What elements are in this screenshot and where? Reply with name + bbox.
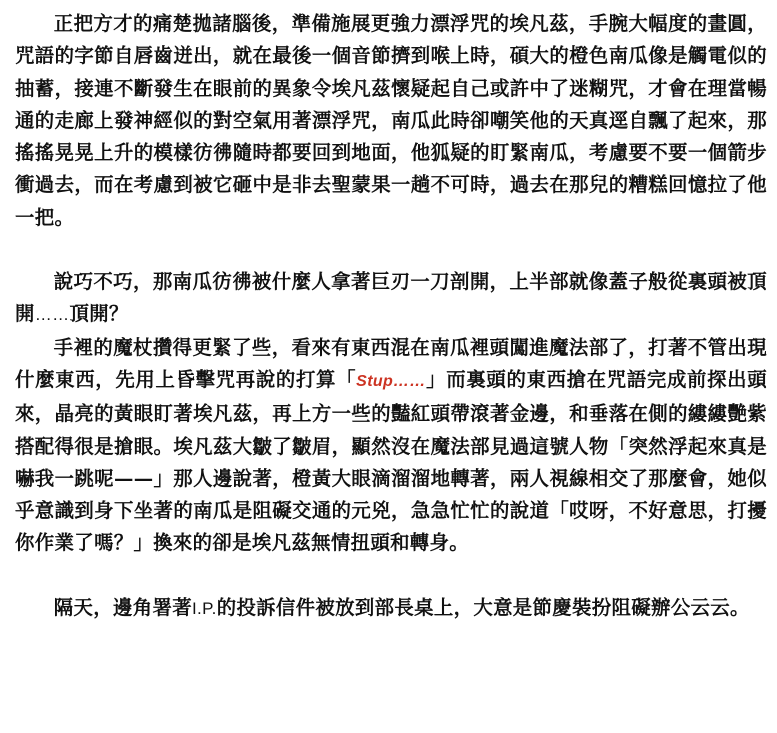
quote-close: 」 bbox=[425, 367, 447, 391]
paragraph-2 bbox=[15, 266, 767, 332]
document-body bbox=[15, 8, 767, 625]
paragraph-3-lead: 手裡的魔杖攢得更緊了些，看來有東西混在南瓜裡頭闖進魔法部了，打著不管出現什麼東西，先用上昏擊咒再說的打算 bbox=[15, 335, 767, 391]
ellipsis: …… bbox=[34, 305, 70, 325]
paragraph-4-rest: 的投訴信件被放到部長桌上，大意是節慶裝扮阻礙辦公云云。 bbox=[216, 595, 750, 619]
paragraph-3-rest: 而裏頭的東西搶在咒語完成前探出頭來，晶亮的黃眼盯著埃凡茲，再上方一些的豔紅頭帶滾著金邊，和垂落在側的縷縷艷紫搭配得很是搶眼。埃凡茲大皺了皺眉，顯然沒在魔法部見過這號人物「突然浮起來真是嚇我一跳呢——」那人邊說著，橙黃大眼滴溜溜地轉著，兩人視線相交了那麼會，她似乎意識到身下坐著的南瓜是阻礙交通的元兇，急急忙忙的說道「哎呀，不好意思，打擾你作業了嗎？」換來的卻是埃凡茲無情扭頭和轉身。 bbox=[15, 367, 767, 555]
quote-open: 「 bbox=[336, 367, 357, 391]
spell-incantation: Stup…… bbox=[356, 372, 426, 390]
paragraph-3 bbox=[15, 332, 767, 560]
paragraph-4 bbox=[15, 592, 767, 625]
paragraph-spacer bbox=[15, 234, 767, 266]
paragraph-1: 正把方才的痛楚拋諸腦後，準備施展更強力漂浮咒的埃凡茲，手腕大幅度的畫圓，咒語的字節自唇齒迸出，就在最後一個音節擠到喉上時，碩大的橙色南瓜像是觸電似的抽蓄，接連不斷發生在眼前的異象令埃凡茲懷疑起自己或許中了迷糊咒，才會在理當暢通的走廊上發神經似的對空氣用著漂浮咒，南瓜此時卻嘲笑他的天真逕自飄了起來，那搖搖晃晃上升的模樣彷彿隨時都要回到地面，他狐疑的盯緊南瓜，考慮要不要一個箭步衝過去，而在考慮到被它砸中是非去聖蒙果一趟不可時，過去在那兒的糟糕回憶拉了他一把。 bbox=[15, 12, 767, 229]
paragraph-spacer bbox=[15, 560, 767, 592]
paragraph-2-question: 頂開？ bbox=[69, 302, 129, 326]
paragraph-2-text: 說巧不巧，那南瓜彷彿被什麼人拿著巨刃一刀剖開，上半部就像蓋子般從裏頭被頂開 bbox=[15, 270, 767, 326]
paragraph-4-lead: 隔天，邊角署著 bbox=[53, 595, 192, 619]
initials: I.P. bbox=[191, 598, 217, 618]
